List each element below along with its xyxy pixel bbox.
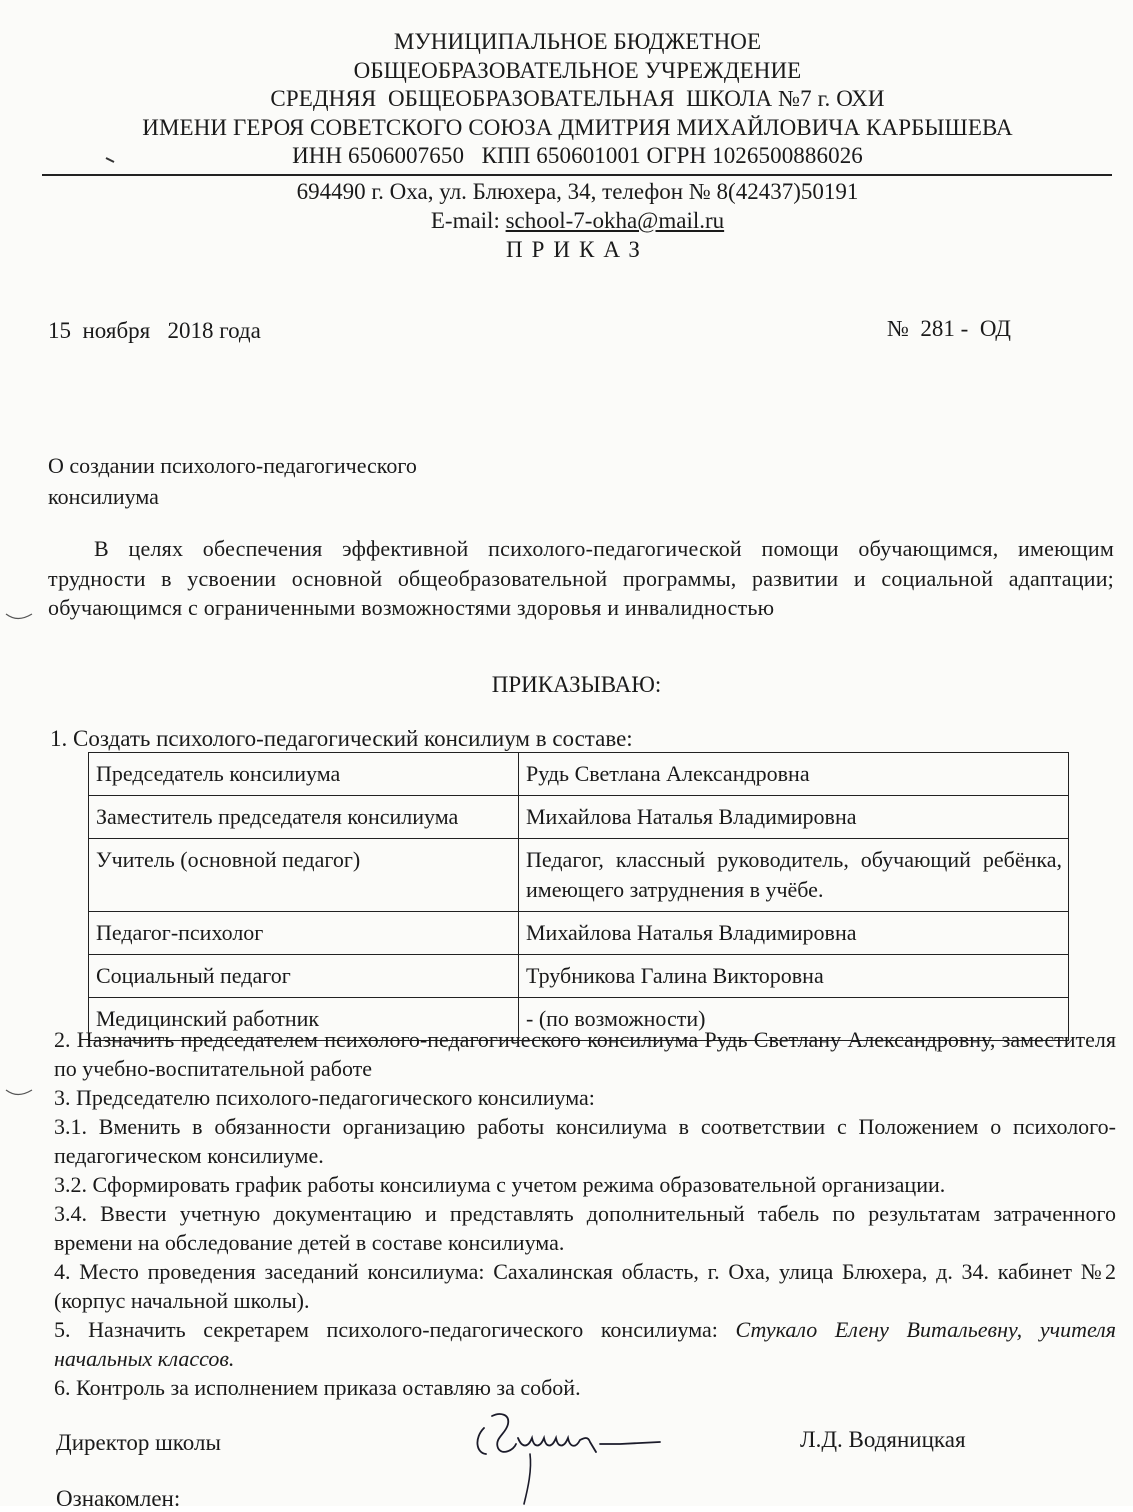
order-date: 15 ноября 2018 года [48, 318, 261, 343]
member-role: Заместитель председателя консилиума [89, 796, 519, 839]
scan-mark [4, 1084, 34, 1104]
organization-header [40, 28, 1115, 171]
order-items [54, 1025, 1116, 1402]
member-person: Михайлова Наталья Владимировна [519, 796, 1069, 839]
scan-mark [102, 150, 132, 170]
director-signature [470, 1408, 680, 1506]
member-role: Социальный педагог [89, 955, 519, 998]
header-line-1: МУНИЦИПАЛЬНОЕ БЮДЖЕТНОЕ [393, 29, 762, 54]
item-2: 2. Назначить председателем психолого-педагогического консилиума Рудь Светлану Александровну, заместителя по учебно-воспитательной работе [54, 1027, 1116, 1081]
subject-line-1: О создании психолого-педагогического [48, 453, 417, 478]
council-members-table [88, 752, 1069, 1041]
member-person: Педагог, классный руководитель, обучающий ребёнка, имеющего затруднения в учёбе. [519, 839, 1069, 912]
postal-address: 694490 г. Оха, ул. Блюхера, 34, телефон № 8(42437)50191 [296, 179, 859, 204]
item-3: 3. Председателю психолого-педагогического консилиума: [54, 1085, 595, 1110]
item-3-2: 3.2. Сформировать график работы консилиума с учетом режима образовательной организации. [54, 1172, 946, 1197]
table-row [89, 912, 1069, 955]
member-role: Учитель (основной педагог) [89, 839, 519, 912]
member-role: Педагог-психолог [89, 912, 519, 955]
order-heading: ПРИКАЗЫВАЮ: [491, 672, 662, 697]
item-1: 1. Создать психолого-педагогический консилиум в составе: [50, 726, 633, 751]
item-3-1: 3.1. Вменить в обязанности организацию работы консилиума в соответствии с Положением о психолого-педагогическом консилиуме. [54, 1114, 1116, 1168]
member-person: Трубникова Галина Викторовна [519, 955, 1069, 998]
item-5-prefix: 5. Назначить секретарем психолого-педагогического консилиума: [54, 1317, 736, 1342]
item-4: 4. Место проведения заседаний консилиума: Сахалинская область, г. Оха, улица Блюхера, д. 34. кабинет №2 (корпус начальной школы). [54, 1259, 1116, 1313]
item-3-4: 3.4. Ввести учетную документацию и представлять дополнительный табель по результатам затраченного времени на обследование детей в составе консилиума. [54, 1201, 1116, 1255]
document-type-title: ПРИКАЗ [506, 237, 649, 262]
scan-mark [4, 608, 34, 628]
subject-line-2: консилиума [48, 484, 159, 509]
item-5 [54, 1315, 1116, 1373]
table-row [89, 753, 1069, 796]
order-number: № 281 - ОД [886, 316, 1011, 341]
email-link[interactable]: school-7-okha@mail.ru [505, 208, 725, 233]
member-role: Медицинский работник [89, 998, 519, 1041]
header-divider [42, 174, 1112, 176]
contact-block [40, 177, 1115, 264]
secretary-name: Стукало Елену Витальевну, учителя начальных классов. [54, 1317, 1116, 1371]
header-line-5: ИНН 6506007650 КПП 650601001 ОГРН 1026500886026 [292, 143, 863, 168]
header-line-4: ИМЕНИ ГЕРОЯ СОВЕТСКОГО СОЮЗА ДМИТРИЯ МИХАЙЛОВИЧА КАРБЫШЕВА [142, 114, 1013, 140]
table-row [89, 955, 1069, 998]
email-label: E-mail: [430, 208, 506, 233]
member-role: Председатель консилиума [89, 753, 519, 796]
member-person: - (по возможности) [519, 998, 1069, 1041]
item-6: 6. Контроль за исполнением приказа оставляю за собой. [54, 1375, 581, 1400]
director-name: Л.Д. Водяницкая [800, 1427, 966, 1452]
acquainted-label: Ознакомлен: [56, 1486, 181, 1511]
header-line-3: СРЕДНЯЯ ОБЩЕОБРАЗОВАТЕЛЬНАЯ ШКОЛА №7 г. ОХИ [270, 86, 885, 111]
email-line [40, 206, 1115, 235]
table-row [89, 839, 1069, 912]
order-subject [48, 450, 548, 512]
header-line-2: ОБЩЕОБРАЗОВАТЕЛЬНОЕ УЧРЕЖДЕНИЕ [353, 57, 802, 83]
member-person: Михайлова Наталья Владимировна [519, 912, 1069, 955]
table-row [89, 796, 1069, 839]
preamble-paragraph: В целях обеспечения эффективной психолого-педагогической помощи обучающимся, имеющим трудности в усвоении основной общеобразовательной программы, развитии и социальной адаптации; обучающимся с ограниченными возможностями здоровья и инвалидностью [48, 536, 1114, 620]
member-person: Рудь Светлана Александровна [519, 753, 1069, 796]
director-position: Директор школы [56, 1430, 221, 1455]
